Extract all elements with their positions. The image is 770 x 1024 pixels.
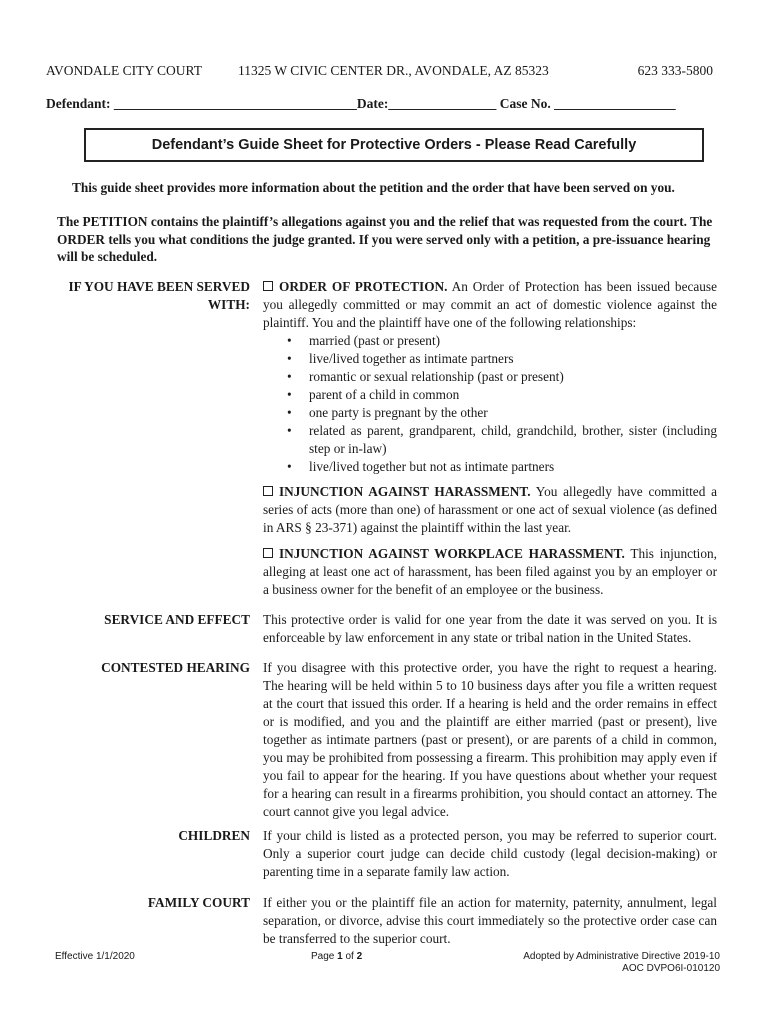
- injunction-harassment-checkbox[interactable]: [263, 486, 273, 496]
- order-of-protection-item: [263, 278, 717, 476]
- page-total: 2: [356, 951, 363, 962]
- service-effect-text: This protective order is valid for one year from the date it was served on you. It is enforceable by law enforcement in any state or tribal nation in the United States.: [263, 612, 717, 645]
- page-prefix: Page: [311, 951, 338, 962]
- family-court-label: FAMILY COURT: [147, 895, 250, 910]
- case-info-line: [46, 96, 713, 112]
- case-number-field[interactable]: __________________: [554, 96, 676, 111]
- list-item: • live/lived together but not as intimate partners: [287, 458, 717, 476]
- injunction-workplace-heading: INJUNCTION AGAINST WORKPLACE HARASSMENT.: [279, 546, 625, 561]
- petition-order-explanation: The PETITION contains the plaintiff’s allegations against you and the relief that was requested from the court. The ORDER tells you what conditions the judge granted. If you were served only with a petition, a pre-issuance hearing will be scheduled.: [57, 214, 713, 264]
- service-effect-label: SERVICE AND EFFECT: [104, 612, 250, 627]
- served-label: IF YOU HAVE BEEN SERVED WITH:: [68, 279, 250, 312]
- page-of: of: [342, 951, 357, 962]
- defendant-field[interactable]: ____________________________________: [113, 96, 357, 111]
- injunction-workplace-item: [263, 545, 717, 599]
- order-of-protection-text: An Order of Protection has been issued because you allegedly committed or may commit an act of domestic violence against the plaintiff. You and the plaintiff have one of the following relationships:: [263, 279, 717, 330]
- court-phone: 623 333-5800: [637, 63, 713, 78]
- court-name: AVONDALE CITY COURT: [46, 63, 202, 78]
- adoption-info: [523, 951, 720, 975]
- injunction-workplace-text: This injunction, alleging at least one act of harassment, has been filed against you by an employer or a business owner for the benefit of an employee or the business.: [263, 546, 717, 597]
- family-court-text: If either you or the plaintiff file an action for maternity, paternity, annulment, legal separation, or divorce, advise this court immediately so the protective order case can be transferred to the superior court.: [263, 895, 717, 946]
- list-item: • related as parent, grandparent, child, grandchild, brother, sister (including step or in-law): [287, 422, 717, 458]
- relationship-list: [287, 332, 717, 476]
- list-item: • live/lived together as intimate partners: [287, 350, 717, 368]
- list-item: • one party is pregnant by the other: [287, 404, 717, 422]
- page-current: 1: [337, 951, 343, 962]
- defendant-label: Defendant:: [46, 96, 111, 111]
- case-number-label: Case No.: [499, 96, 551, 111]
- order-of-protection-heading: ORDER OF PROTECTION.: [279, 279, 448, 294]
- injunction-harassment-text: You allegedly have committed a series of acts (more than one) of harassment or one act of sexual violence (as defined in ARS § 23-371) against the plaintiff within the last year.: [263, 484, 717, 535]
- list-item: • romantic or sexual relationship (past or present): [287, 368, 717, 386]
- contested-hearing-label: CONTESTED HEARING: [101, 660, 250, 675]
- children-label: CHILDREN: [178, 828, 250, 843]
- effective-date: Effective 1/1/2020: [55, 951, 135, 962]
- order-of-protection-checkbox[interactable]: [263, 281, 273, 291]
- date-label: Date:: [356, 96, 389, 111]
- list-item: • married (past or present): [287, 332, 717, 350]
- contested-hearing-text: If you disagree with this protective order, you have the right to request a hearing. The hearing will be held within 5 to 10 business days after you file a written request at the court that issued this order. If a hearing is held and the order remains in effect or is modified, and you and the plaintiff are either married (past or present), live together as intimate partners (past or present), or are parents of a child in common, you may be prohibited from possessing a firearm. This prohibition may apply even if you fail to appear for the hearing. If you have questions about whether your request for a hearing can result in a firearms prohibition, you should contact an attorney. The court cannot give you legal advice.: [263, 660, 717, 819]
- page-title: Defendant’s Guide Sheet for Protective Orders - Please Read Carefully: [84, 128, 704, 162]
- adopted-directive: Adopted by Administrative Directive 2019-10: [523, 951, 720, 962]
- injunction-harassment-item: [263, 483, 717, 537]
- injunction-workplace-checkbox[interactable]: [263, 548, 273, 558]
- form-code: AOC DVPO6I-010120: [622, 963, 720, 974]
- injunction-harassment-heading: INJUNCTION AGAINST HARASSMENT.: [279, 484, 531, 499]
- list-item: • parent of a child in common: [287, 386, 717, 404]
- court-address: 11325 W CIVIC CENTER DR., AVONDALE, AZ 85323: [238, 63, 549, 78]
- children-text: If your child is listed as a protected person, you may be referred to superior court. Only a superior court judge can decide child custody (legal decision-making) or parenting time in a separate family law action.: [263, 828, 717, 879]
- date-field[interactable]: ________________: [388, 96, 497, 111]
- intro-text: This guide sheet provides more information about the petition and the order that have been served on you.: [72, 180, 675, 195]
- page-number: [311, 951, 362, 962]
